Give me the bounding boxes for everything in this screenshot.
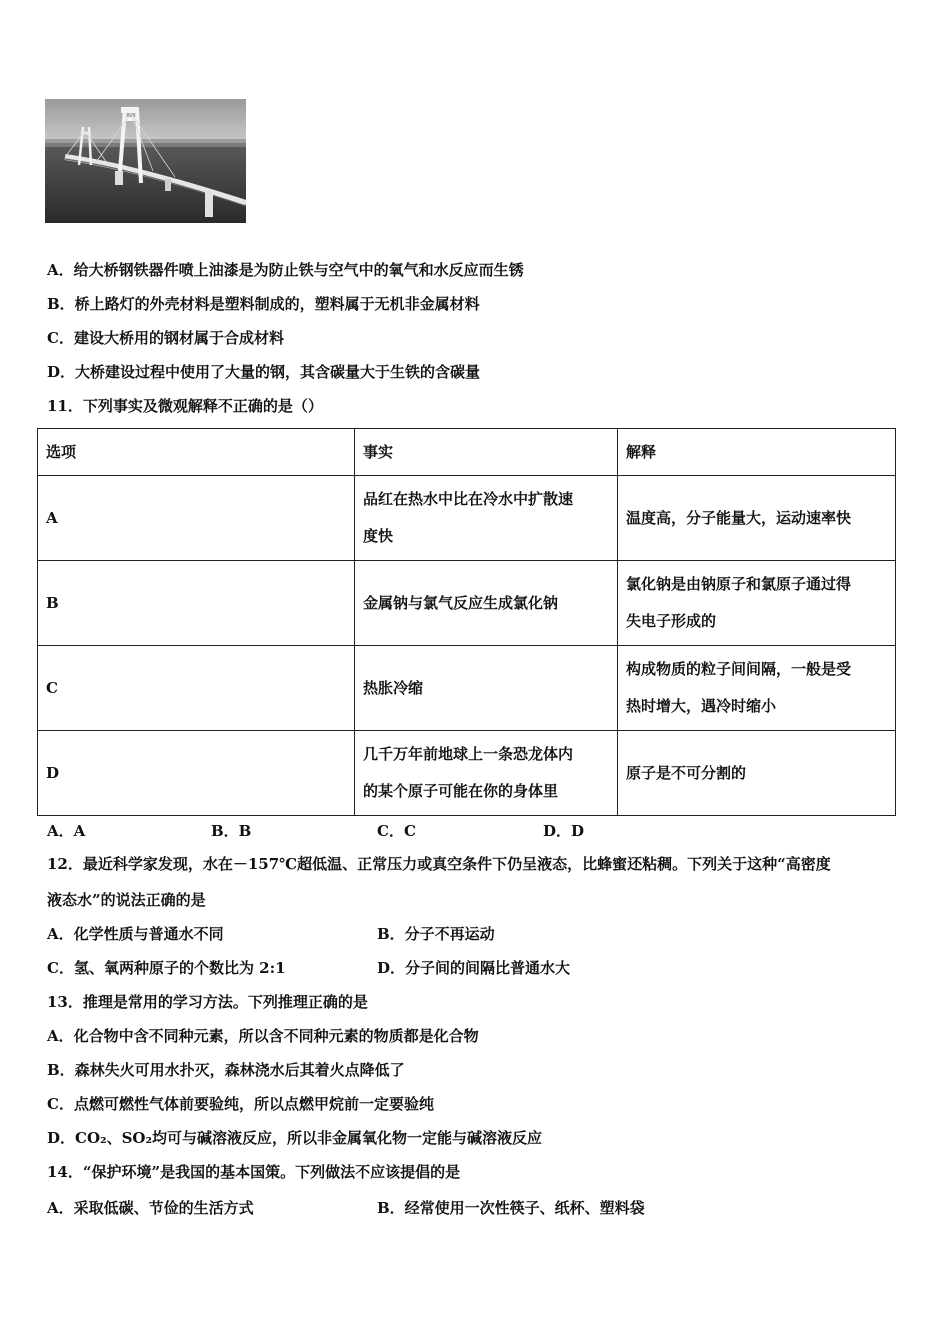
q11-answer-d: D．D bbox=[543, 822, 585, 840]
explain-line: 失电子形成的 bbox=[626, 612, 717, 630]
bridge-photo bbox=[45, 99, 246, 223]
q13-option-b: B．森林失火可用水扑灭，森林浇水后其着火点降低了 bbox=[47, 1061, 405, 1079]
row-option: D bbox=[38, 731, 355, 816]
explain-line: 原子是不可分割的 bbox=[626, 763, 747, 782]
q12-option-b: B．分子不再运动 bbox=[377, 925, 495, 943]
row-fact bbox=[355, 561, 618, 646]
table-row bbox=[38, 561, 896, 646]
row-explanation bbox=[618, 731, 896, 816]
q11-answer-b: B．B bbox=[211, 822, 252, 840]
q12-option-d: D．分子间的间隔比普通水大 bbox=[377, 959, 571, 977]
row-fact bbox=[355, 476, 618, 561]
q12-option-a: A．化学性质与普通水不同 bbox=[47, 925, 224, 943]
q10-option-a: A．给大桥钢铁器件喷上油漆是为防止铁与空气中的氧气和水反应而生锈 bbox=[47, 261, 524, 279]
fact-line: 品红在热水中比在冷水中扩散速 bbox=[363, 490, 574, 508]
header-explanation: 解释 bbox=[618, 429, 896, 476]
q10-option-d: D．大桥建设过程中使用了大量的钢，其含碳量大于生铁的含碳量 bbox=[47, 363, 481, 381]
q12-option-c: C．氢、氧两种原子的个数比为 2:1 bbox=[47, 959, 286, 977]
explain-line: 温度高，分子能量大，运动速率快 bbox=[626, 508, 852, 527]
q11-answer-a: A．A bbox=[47, 822, 86, 840]
explain-line: 构成物质的粒子间间隔，一般是受 bbox=[626, 660, 852, 678]
row-explanation bbox=[618, 476, 896, 561]
q12-stem-line1: 12．最近科学家发现，水在－157℃超低温、正常压力或真空条件下仍呈液态，比蜂蜜还粘稠。下列关于这种“高密度 bbox=[47, 855, 831, 873]
table-header-row bbox=[38, 429, 896, 476]
q11-table bbox=[37, 428, 896, 816]
q13-option-d: D．CO₂、SO₂均可与碱溶液反应，所以非金属氧化物一定能与碱溶液反应 bbox=[47, 1129, 543, 1147]
fact-line: 几千万年前地球上一条恐龙体内 bbox=[363, 745, 574, 763]
header-fact: 事实 bbox=[355, 429, 618, 476]
q13-option-a: A．化合物中含不同种元素，所以含不同种元素的物质都是化合物 bbox=[47, 1027, 479, 1045]
row-option: B bbox=[38, 561, 355, 646]
q13-stem: 13．推理是常用的学习方法。下列推理正确的是 bbox=[47, 993, 368, 1011]
row-fact bbox=[355, 646, 618, 731]
q13-option-c: C．点燃可燃性气体前要验纯，所以点燃甲烷前一定要验纯 bbox=[47, 1095, 434, 1113]
q10-option-c: C．建设大桥用的钢材属于合成材料 bbox=[47, 329, 284, 347]
header-option: 选项 bbox=[38, 429, 355, 476]
fact-line: 热胀冷缩 bbox=[363, 678, 424, 697]
explain-line: 热时增大，遇冷时缩小 bbox=[626, 697, 777, 715]
row-option: A bbox=[38, 476, 355, 561]
row-option: C bbox=[38, 646, 355, 731]
explain-line: 氯化钠是由钠原子和氯原子通过得 bbox=[626, 575, 852, 593]
q10-option-b: B．桥上路灯的外壳材料是塑料制成的，塑料属于无机非金属材料 bbox=[47, 295, 480, 313]
row-explanation bbox=[618, 561, 896, 646]
q12-stem-line2: 液态水”的说法正确的是 bbox=[47, 891, 206, 909]
fact-line: 金属钠与氯气反应生成氯化钠 bbox=[363, 593, 559, 612]
row-fact bbox=[355, 731, 618, 816]
fact-line: 的某个原子可能在你的身体里 bbox=[363, 782, 559, 800]
q14-stem: 14．“保护环境”是我国的基本国策。下列做法不应该提倡的是 bbox=[47, 1163, 461, 1181]
q11-stem: 11．下列事实及微观解释不正确的是（） bbox=[47, 397, 323, 415]
table-row bbox=[38, 731, 896, 816]
q11-answer-c: C．C bbox=[377, 822, 416, 840]
fact-line: 度快 bbox=[363, 527, 394, 545]
table-row bbox=[38, 476, 896, 561]
table-row bbox=[38, 646, 896, 731]
row-explanation bbox=[618, 646, 896, 731]
q14-option-b: B．经常使用一次性筷子、纸杯、塑料袋 bbox=[377, 1199, 645, 1217]
q14-option-a: A．采取低碳、节俭的生活方式 bbox=[47, 1199, 254, 1217]
